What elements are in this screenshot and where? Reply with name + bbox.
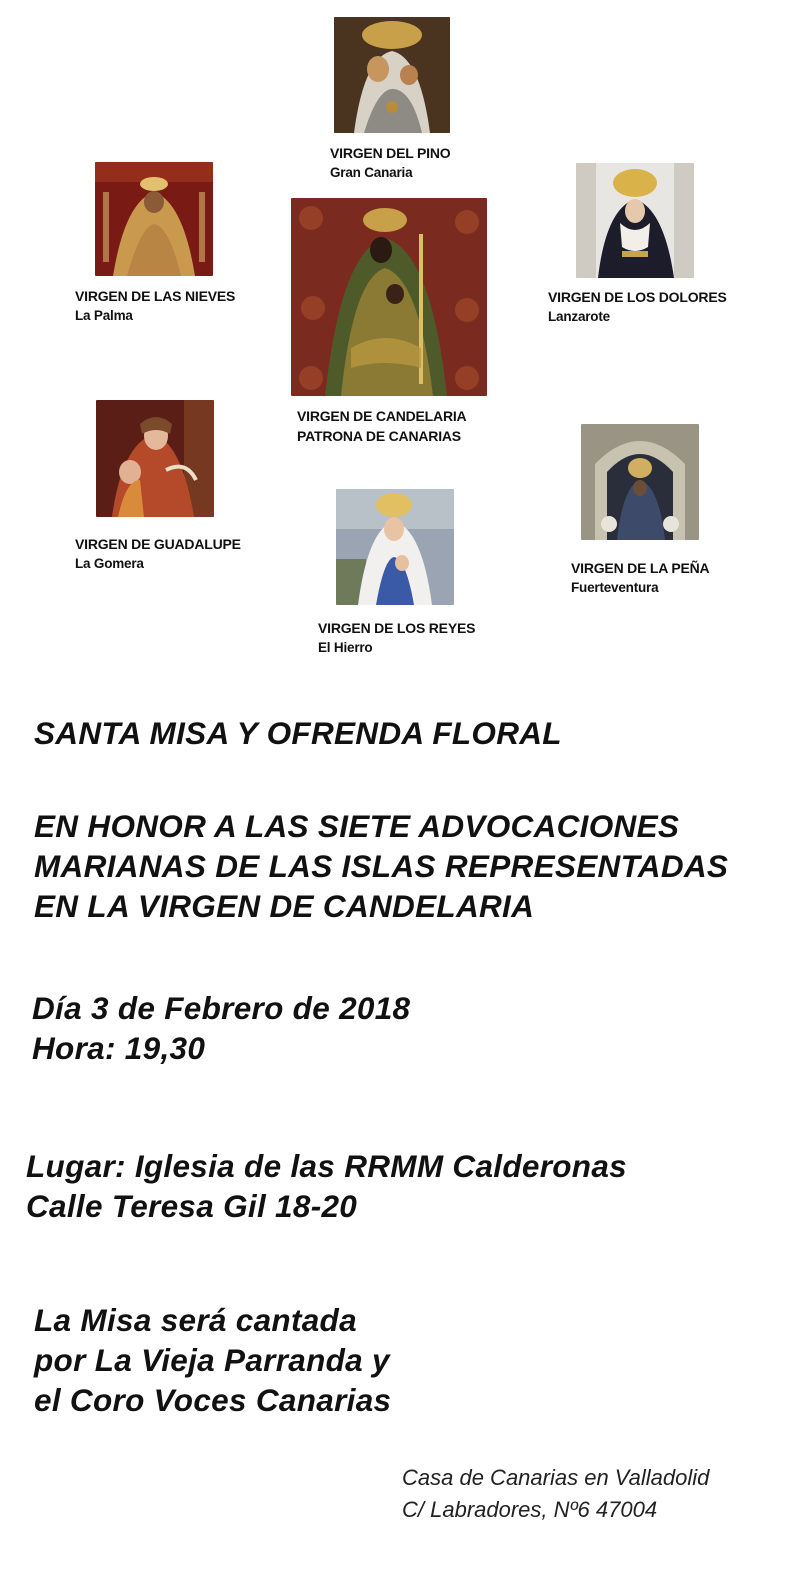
place bbox=[26, 1146, 627, 1226]
caption-title: VIRGEN DE LA PEÑA bbox=[571, 560, 710, 576]
caption-subtitle: PATRONA DE CANARIAS bbox=[297, 428, 461, 444]
caption-island: La Gomera bbox=[75, 556, 144, 571]
virgen-de-los-reyes-image bbox=[336, 489, 454, 605]
caption-island: Lanzarote bbox=[548, 309, 610, 324]
event-title bbox=[34, 713, 562, 753]
caption-island: El Hierro bbox=[318, 640, 373, 655]
virgen-del-pino-image bbox=[334, 17, 450, 133]
caption-island: La Palma bbox=[75, 308, 133, 323]
date-time bbox=[32, 988, 410, 1068]
virgen-de-las-nieves-image bbox=[95, 162, 213, 276]
caption-island: Gran Canaria bbox=[330, 165, 413, 180]
virgen-de-guadalupe-caption bbox=[75, 534, 241, 574]
virgen-del-pino-caption bbox=[330, 143, 450, 183]
virgen-de-candelaria-image bbox=[291, 198, 487, 396]
organizer-address: C/ Labradores, Nº6 47004 bbox=[402, 1497, 658, 1522]
organizer-footer bbox=[402, 1462, 709, 1526]
event-title-text: SANTA MISA Y OFRENDA FLORAL bbox=[34, 715, 562, 751]
virgen-de-la-pena-image bbox=[581, 424, 699, 540]
virgen-de-los-reyes-caption bbox=[318, 618, 475, 658]
virgen-de-los-dolores-caption bbox=[548, 287, 727, 327]
caption-title: VIRGEN DE GUADALUPE bbox=[75, 536, 241, 552]
place-church: Lugar: Iglesia de las RRMM Calderonas bbox=[26, 1148, 627, 1184]
choir-text bbox=[34, 1300, 391, 1420]
event-time: Hora: 19,30 bbox=[32, 1030, 206, 1066]
caption-title: VIRGEN DE CANDELARIA bbox=[297, 408, 467, 424]
choir-line: por La Vieja Parranda y bbox=[34, 1342, 390, 1378]
honor-line: EN LA VIRGEN DE CANDELARIA bbox=[34, 888, 535, 924]
place-street: Calle Teresa Gil 18-20 bbox=[26, 1188, 358, 1224]
virgen-de-candelaria-caption bbox=[297, 406, 466, 446]
virgen-de-la-pena-caption bbox=[571, 558, 709, 598]
virgen-de-las-nieves-caption bbox=[75, 286, 235, 326]
caption-island: Fuerteventura bbox=[571, 580, 659, 595]
caption-title: VIRGEN DE LOS REYES bbox=[318, 620, 476, 636]
choir-line: el Coro Voces Canarias bbox=[34, 1382, 392, 1418]
choir-line: La Misa será cantada bbox=[34, 1302, 357, 1338]
honor-line: MARIANAS DE LAS ISLAS REPRESENTADAS bbox=[34, 848, 729, 884]
caption-title: VIRGEN DE LOS DOLORES bbox=[548, 289, 727, 305]
event-date: Día 3 de Febrero de 2018 bbox=[32, 990, 411, 1026]
organizer-name: Casa de Canarias en Valladolid bbox=[402, 1465, 710, 1490]
caption-title: VIRGEN DE LAS NIEVES bbox=[75, 288, 236, 304]
virgen-de-guadalupe-image bbox=[96, 400, 214, 517]
caption-title: VIRGEN DEL PINO bbox=[330, 145, 451, 161]
honor-line: EN HONOR A LAS SIETE ADVOCACIONES bbox=[34, 808, 680, 844]
honor-text bbox=[34, 806, 728, 926]
virgen-de-los-dolores-image bbox=[576, 163, 694, 278]
